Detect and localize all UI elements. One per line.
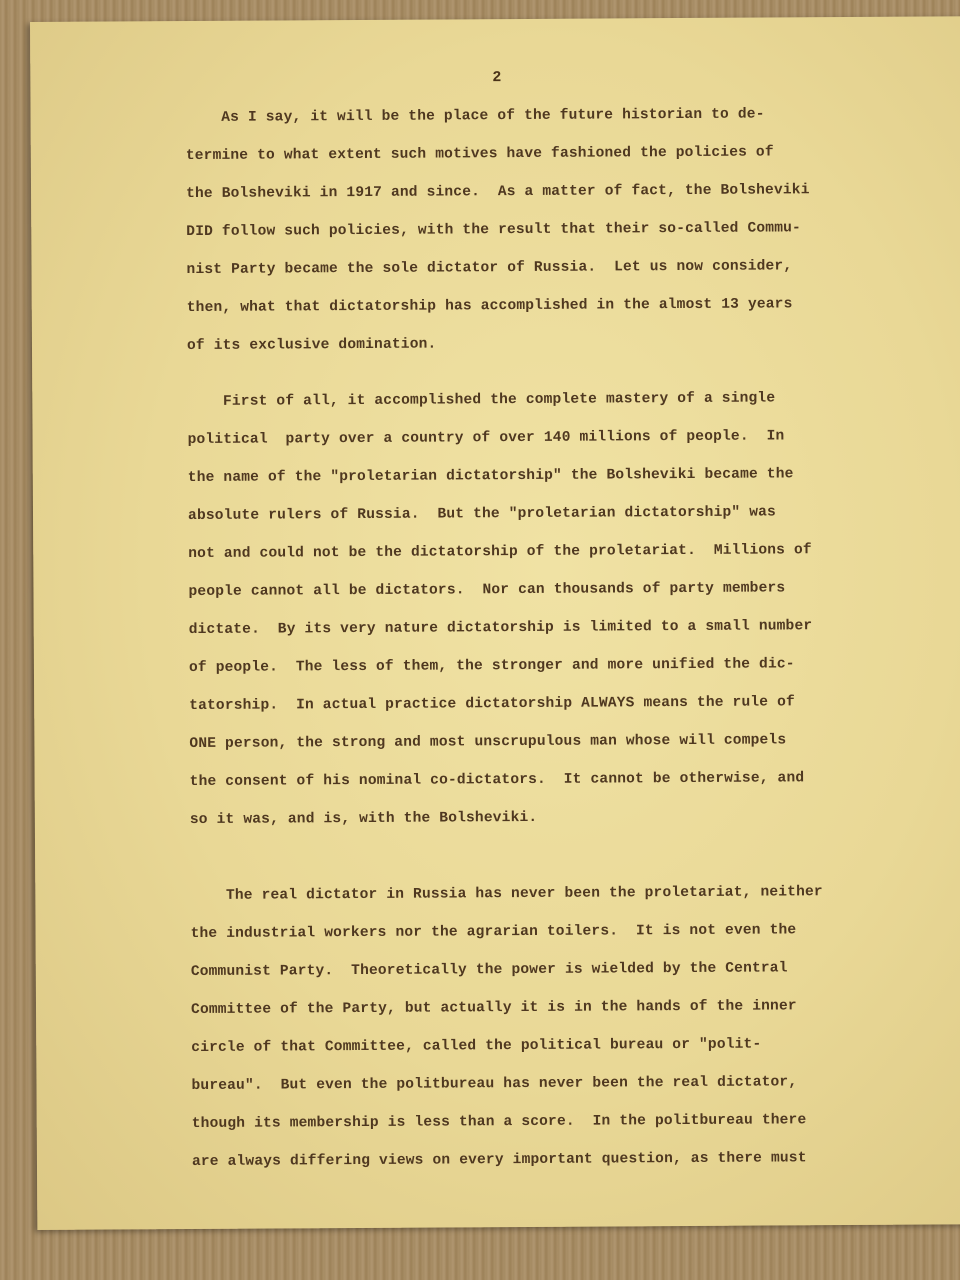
text-line: the Bolsheviki in 1917 and since. As a matter of fact, the Bolsheviki — [186, 182, 810, 203]
text-line: the name of the "proletarian dictatorship" the Bolsheviki became the — [187, 466, 794, 487]
text-line: The real dictator in Russia has never been the proletariat, neither — [190, 884, 823, 905]
text-line: not and could not be the dictatorship of the proletariat. Millions of — [188, 542, 812, 563]
text-line: tatorship. In actual practice dictatorship ALWAYS means the rule of — [189, 694, 795, 715]
text-line: political party over a country of over 140 millions of people. In — [187, 428, 785, 449]
text-line: As I say, it will be the place of the future historian to de- — [185, 106, 765, 127]
text-line: though its membership is less than a score. In the politbureau there — [191, 1112, 807, 1133]
text-line: absolute rulers of Russia. But the "proletarian dictatorship" was — [187, 504, 776, 525]
text-line: of people. The less of them, the stronger and more unified the dic- — [188, 656, 795, 677]
typewritten-page — [30, 16, 960, 1230]
text-line: then, what that dictatorship has accomplished in the almost 13 years — [186, 296, 793, 317]
text-line: Communist Party. Theoretically the power is wielded by the Central — [190, 960, 788, 981]
text-line: are always differing views on every important question, as there must — [191, 1150, 807, 1171]
paragraph-3 — [190, 873, 882, 1181]
page-number: 2 — [492, 69, 502, 87]
text-line: DID follow such policies, with the result that their so-called Commu- — [186, 220, 801, 241]
text-line: the consent of his nominal co-dictators. It cannot be otherwise, and — [189, 770, 805, 791]
text-line: people cannot all be dictators. Nor can thousands of party members — [188, 580, 786, 601]
paragraph-1 — [185, 95, 877, 365]
text-line: circle of that Committee, called the political bureau or "polit- — [191, 1036, 762, 1057]
text-line: Committee of the Party, but actually it is in the hands of the inner — [190, 998, 797, 1019]
text-line: the industrial workers nor the agrarian toilers. It is not even the — [190, 922, 797, 943]
text-line: nist Party became the sole dictator of Russia. Let us now consider, — [186, 258, 793, 279]
text-line: of its exclusive domination. — [186, 336, 437, 355]
text-line: ONE person, the strong and most unscrupulous man whose will compels — [189, 732, 787, 753]
text-line: dictate. By its very nature dictatorship is limited to a small number — [188, 618, 813, 639]
text-line: bureau". But even the politbureau has never been the real dictator, — [191, 1074, 798, 1095]
text-line: termine to what extent such motives have fashioned the policies of — [185, 144, 774, 165]
text-line: so it was, and is, with the Bolsheviki. — [189, 809, 538, 829]
paragraph-2 — [187, 379, 880, 839]
text-line: First of all, it accomplished the complete mastery of a single — [187, 390, 776, 411]
